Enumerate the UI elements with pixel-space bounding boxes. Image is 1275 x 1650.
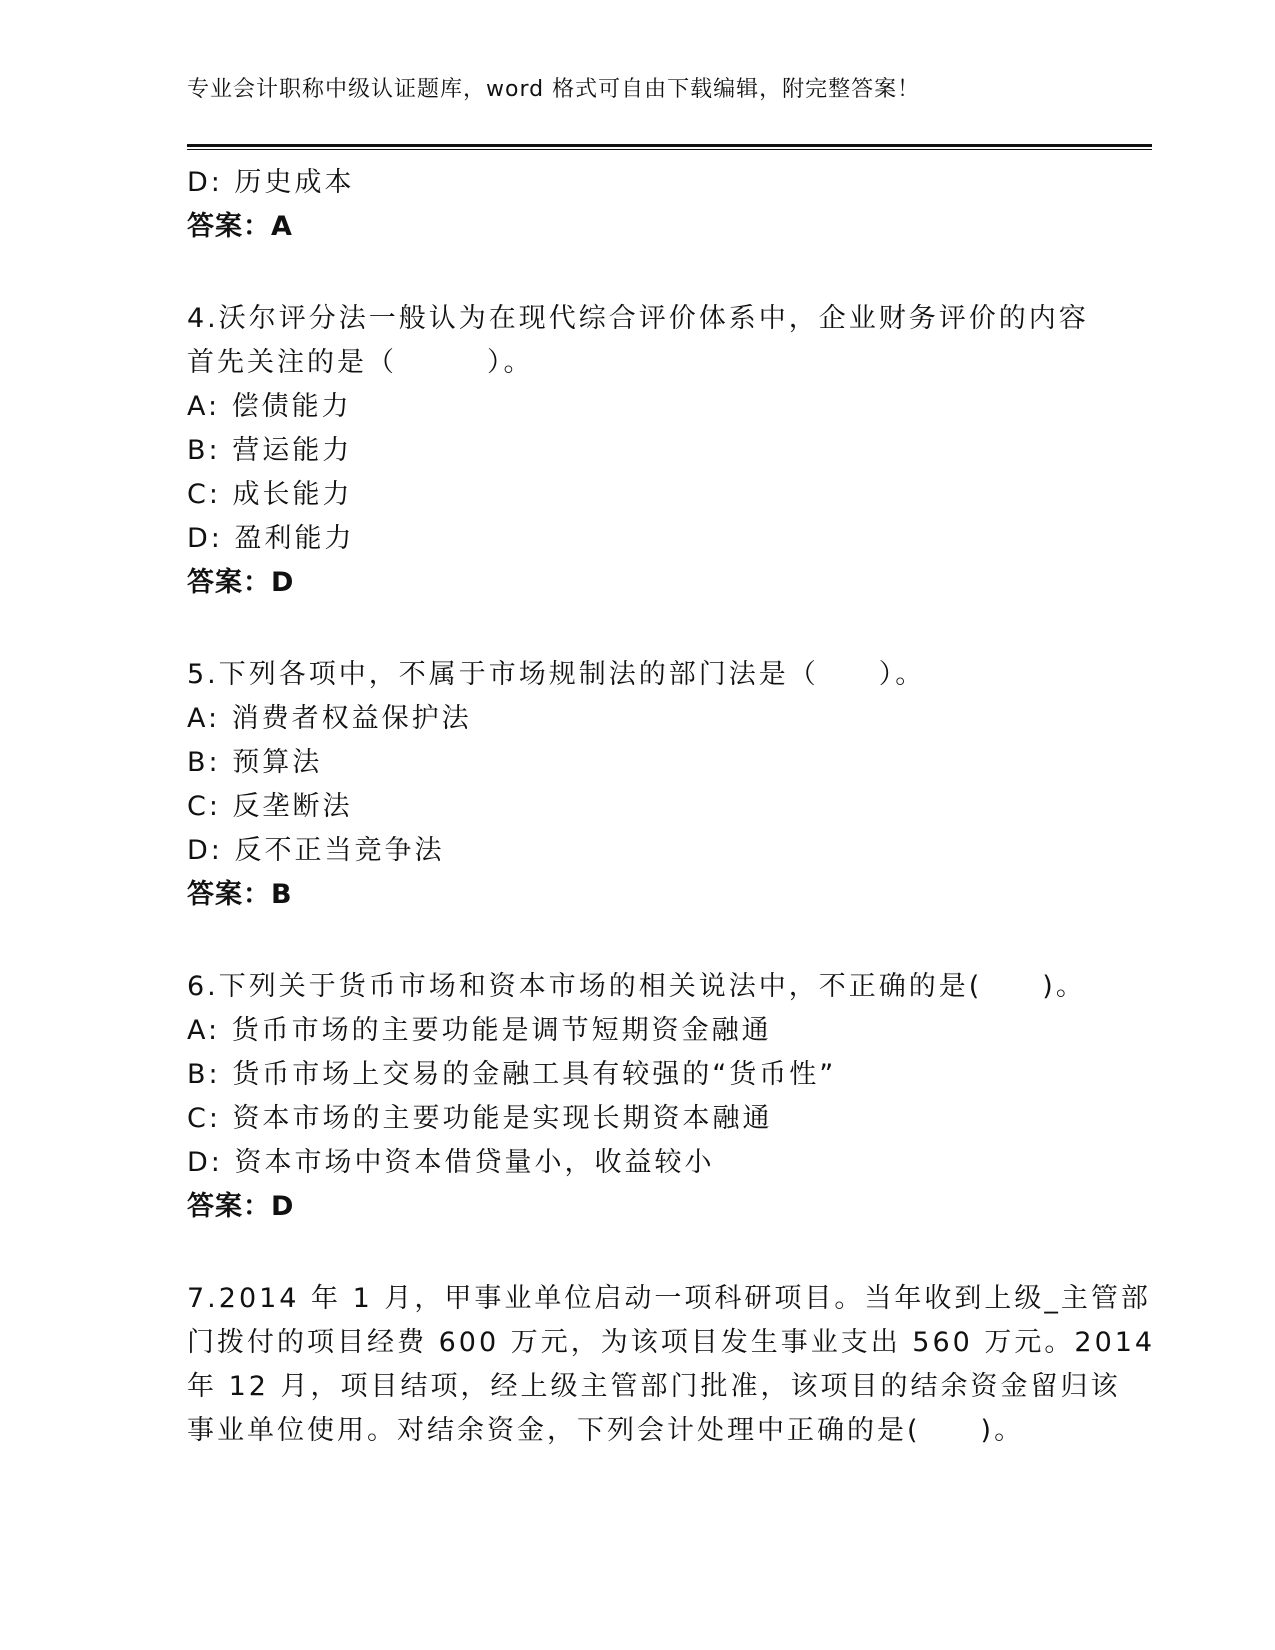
option-line: C: 成长能力 bbox=[187, 479, 353, 510]
question-line: 首先关注的是（ ）。 bbox=[187, 347, 534, 378]
option-line: D: 历史成本 bbox=[187, 167, 355, 198]
option-line: A: 偿债能力 bbox=[187, 391, 352, 422]
option-line: B: 货币市场上交易的金融工具有较强的“货币性” bbox=[187, 1059, 837, 1090]
option-line: C: 反垄断法 bbox=[187, 791, 353, 822]
option-line: C: 资本市场的主要功能是实现长期资本融通 bbox=[187, 1103, 773, 1134]
option-line: A: 货币市场的主要功能是调节短期资金融通 bbox=[187, 1015, 772, 1046]
question-line: 6.下列关于货币市场和资本市场的相关说法中，不正确的是( )。 bbox=[187, 971, 1086, 1002]
option-line: D: 资本市场中资本借贷量小，收益较小 bbox=[187, 1147, 715, 1178]
question-line: 事业单位使用。对结余资金，下列会计处理中正确的是( )。 bbox=[187, 1415, 1025, 1446]
question-line: 5.下列各项中，不属于市场规制法的部门法是（ ）。 bbox=[187, 659, 926, 690]
question-line: 4.沃尔评分法一般认为在现代综合评价体系中，企业财务评价的内容 bbox=[187, 303, 1089, 334]
header-rule bbox=[187, 144, 1152, 150]
question-line: 门拨付的项目经费 600 万元，为该项目发生事业支出 560 万元。2014 bbox=[187, 1327, 1156, 1358]
answer-line: 答案：B bbox=[187, 879, 293, 910]
answer-line: 答案：D bbox=[187, 567, 295, 598]
option-line: B: 预算法 bbox=[187, 747, 323, 778]
option-line: A: 消费者权益保护法 bbox=[187, 703, 472, 734]
answer-line: 答案：D bbox=[187, 1191, 295, 1222]
answer-line: 答案：A bbox=[187, 211, 293, 242]
question-line: 年 12 月，项目结项，经上级主管部门批准，该项目的结余资金留归该 bbox=[187, 1371, 1121, 1402]
question-line: 7.2014 年 1 月，甲事业单位启动一项科研项目。当年收到上级_主管部 bbox=[187, 1283, 1151, 1314]
option-line: D: 反不正当竞争法 bbox=[187, 835, 445, 866]
option-line: B: 营运能力 bbox=[187, 435, 353, 466]
option-line: D: 盈利能力 bbox=[187, 523, 355, 554]
page-header: 专业会计职称中级认证题库，word 格式可自由下载编辑，附完整答案！ bbox=[187, 77, 921, 102]
